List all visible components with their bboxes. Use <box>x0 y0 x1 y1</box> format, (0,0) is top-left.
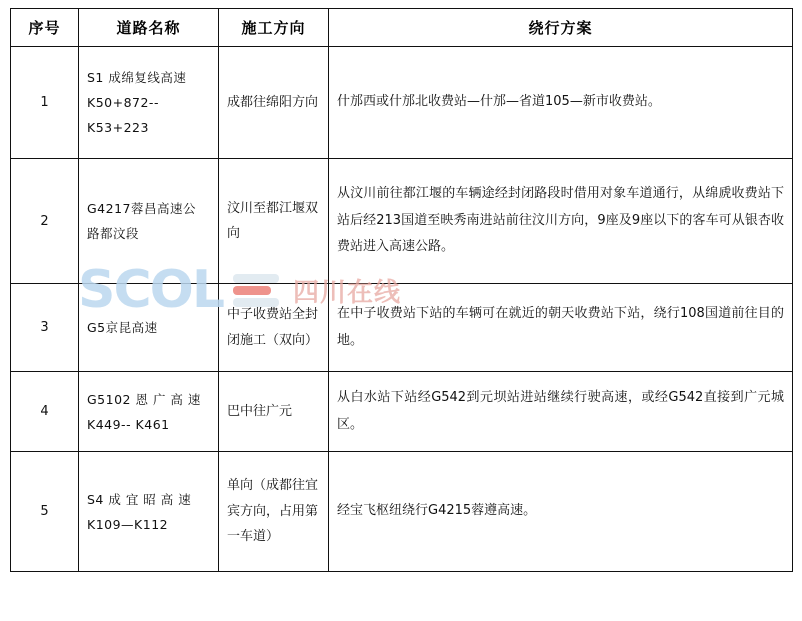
row-construction-direction: 成都往绵阳方向 <box>219 47 329 159</box>
row-index: 4 <box>11 372 79 452</box>
row-detour-plan: 经宝飞枢纽绕行G4215蓉遵高速。 <box>329 452 793 572</box>
row-index: 5 <box>11 452 79 572</box>
row-construction-direction: 中子收费站全封闭施工（双向） <box>219 284 329 372</box>
road-name-line: K109—K112 <box>87 516 169 532</box>
row-index: 3 <box>11 284 79 372</box>
table-row <box>11 284 793 372</box>
column-header-detour-plan: 绕行方案 <box>329 9 793 47</box>
column-header-road-name: 道路名称 <box>79 9 219 47</box>
table-row <box>11 47 793 159</box>
road-name-line: G5京昆高速 <box>87 320 158 335</box>
road-name-line: K53+223 <box>87 120 149 135</box>
row-index: 2 <box>11 159 79 284</box>
road-name-line: S1 成绵复线高速 <box>87 70 187 85</box>
row-construction-direction: 汶川至都江堰双向 <box>219 159 329 284</box>
row-road-name <box>79 372 219 452</box>
row-detour-plan: 在中子收费站下站的车辆可在就近的朝天收费站下站，绕行108国道前往目的地。 <box>329 284 793 372</box>
column-header-construction-direction: 施工方向 <box>219 9 329 47</box>
detour-table <box>10 8 793 572</box>
table-header-row <box>11 9 793 47</box>
table-row <box>11 372 793 452</box>
row-construction-direction: 巴中往广元 <box>219 372 329 452</box>
row-construction-direction: 单向（成都往宜宾方向，占用第一车道） <box>219 452 329 572</box>
road-name-line: G4217蓉昌高速公 <box>87 201 196 216</box>
row-road-name <box>79 284 219 372</box>
road-name-line: S4 成 宜 昭 高 速 <box>87 491 192 507</box>
row-road-name <box>79 47 219 159</box>
table-header <box>11 9 793 47</box>
road-name-line: K50+872-- <box>87 95 159 110</box>
road-name-line: G5102 恩 广 高 速 <box>87 391 201 407</box>
row-detour-plan: 从汶川前往都江堰的车辆途经封闭路段时借用对象车道通行，从绵虒收费站下站后经213国道至映秀南进站前往汶川方向，9座及9座以下的客车可从银杏收费站进入高速公路。 <box>329 159 793 284</box>
row-detour-plan: 从白水站下站经G542到元坝站进站继续行驶高速，或经G542直接到广元城区。 <box>329 372 793 452</box>
row-detour-plan: 什邡西或什邡北收费站—什邡—省道105—新市收费站。 <box>329 47 793 159</box>
row-road-name <box>79 159 219 284</box>
table-body <box>11 47 793 572</box>
road-name-line: K449-- K461 <box>87 416 170 432</box>
watermark-chinese-text: 四川在线 <box>292 277 401 308</box>
column-header-index: 序号 <box>11 9 79 47</box>
road-name-line: 路都汶段 <box>87 226 140 241</box>
watermark-latin-text: SCOL <box>78 260 223 320</box>
table-row <box>11 452 793 572</box>
table-row <box>11 159 793 284</box>
row-road-name <box>79 452 219 572</box>
row-index: 1 <box>11 47 79 159</box>
